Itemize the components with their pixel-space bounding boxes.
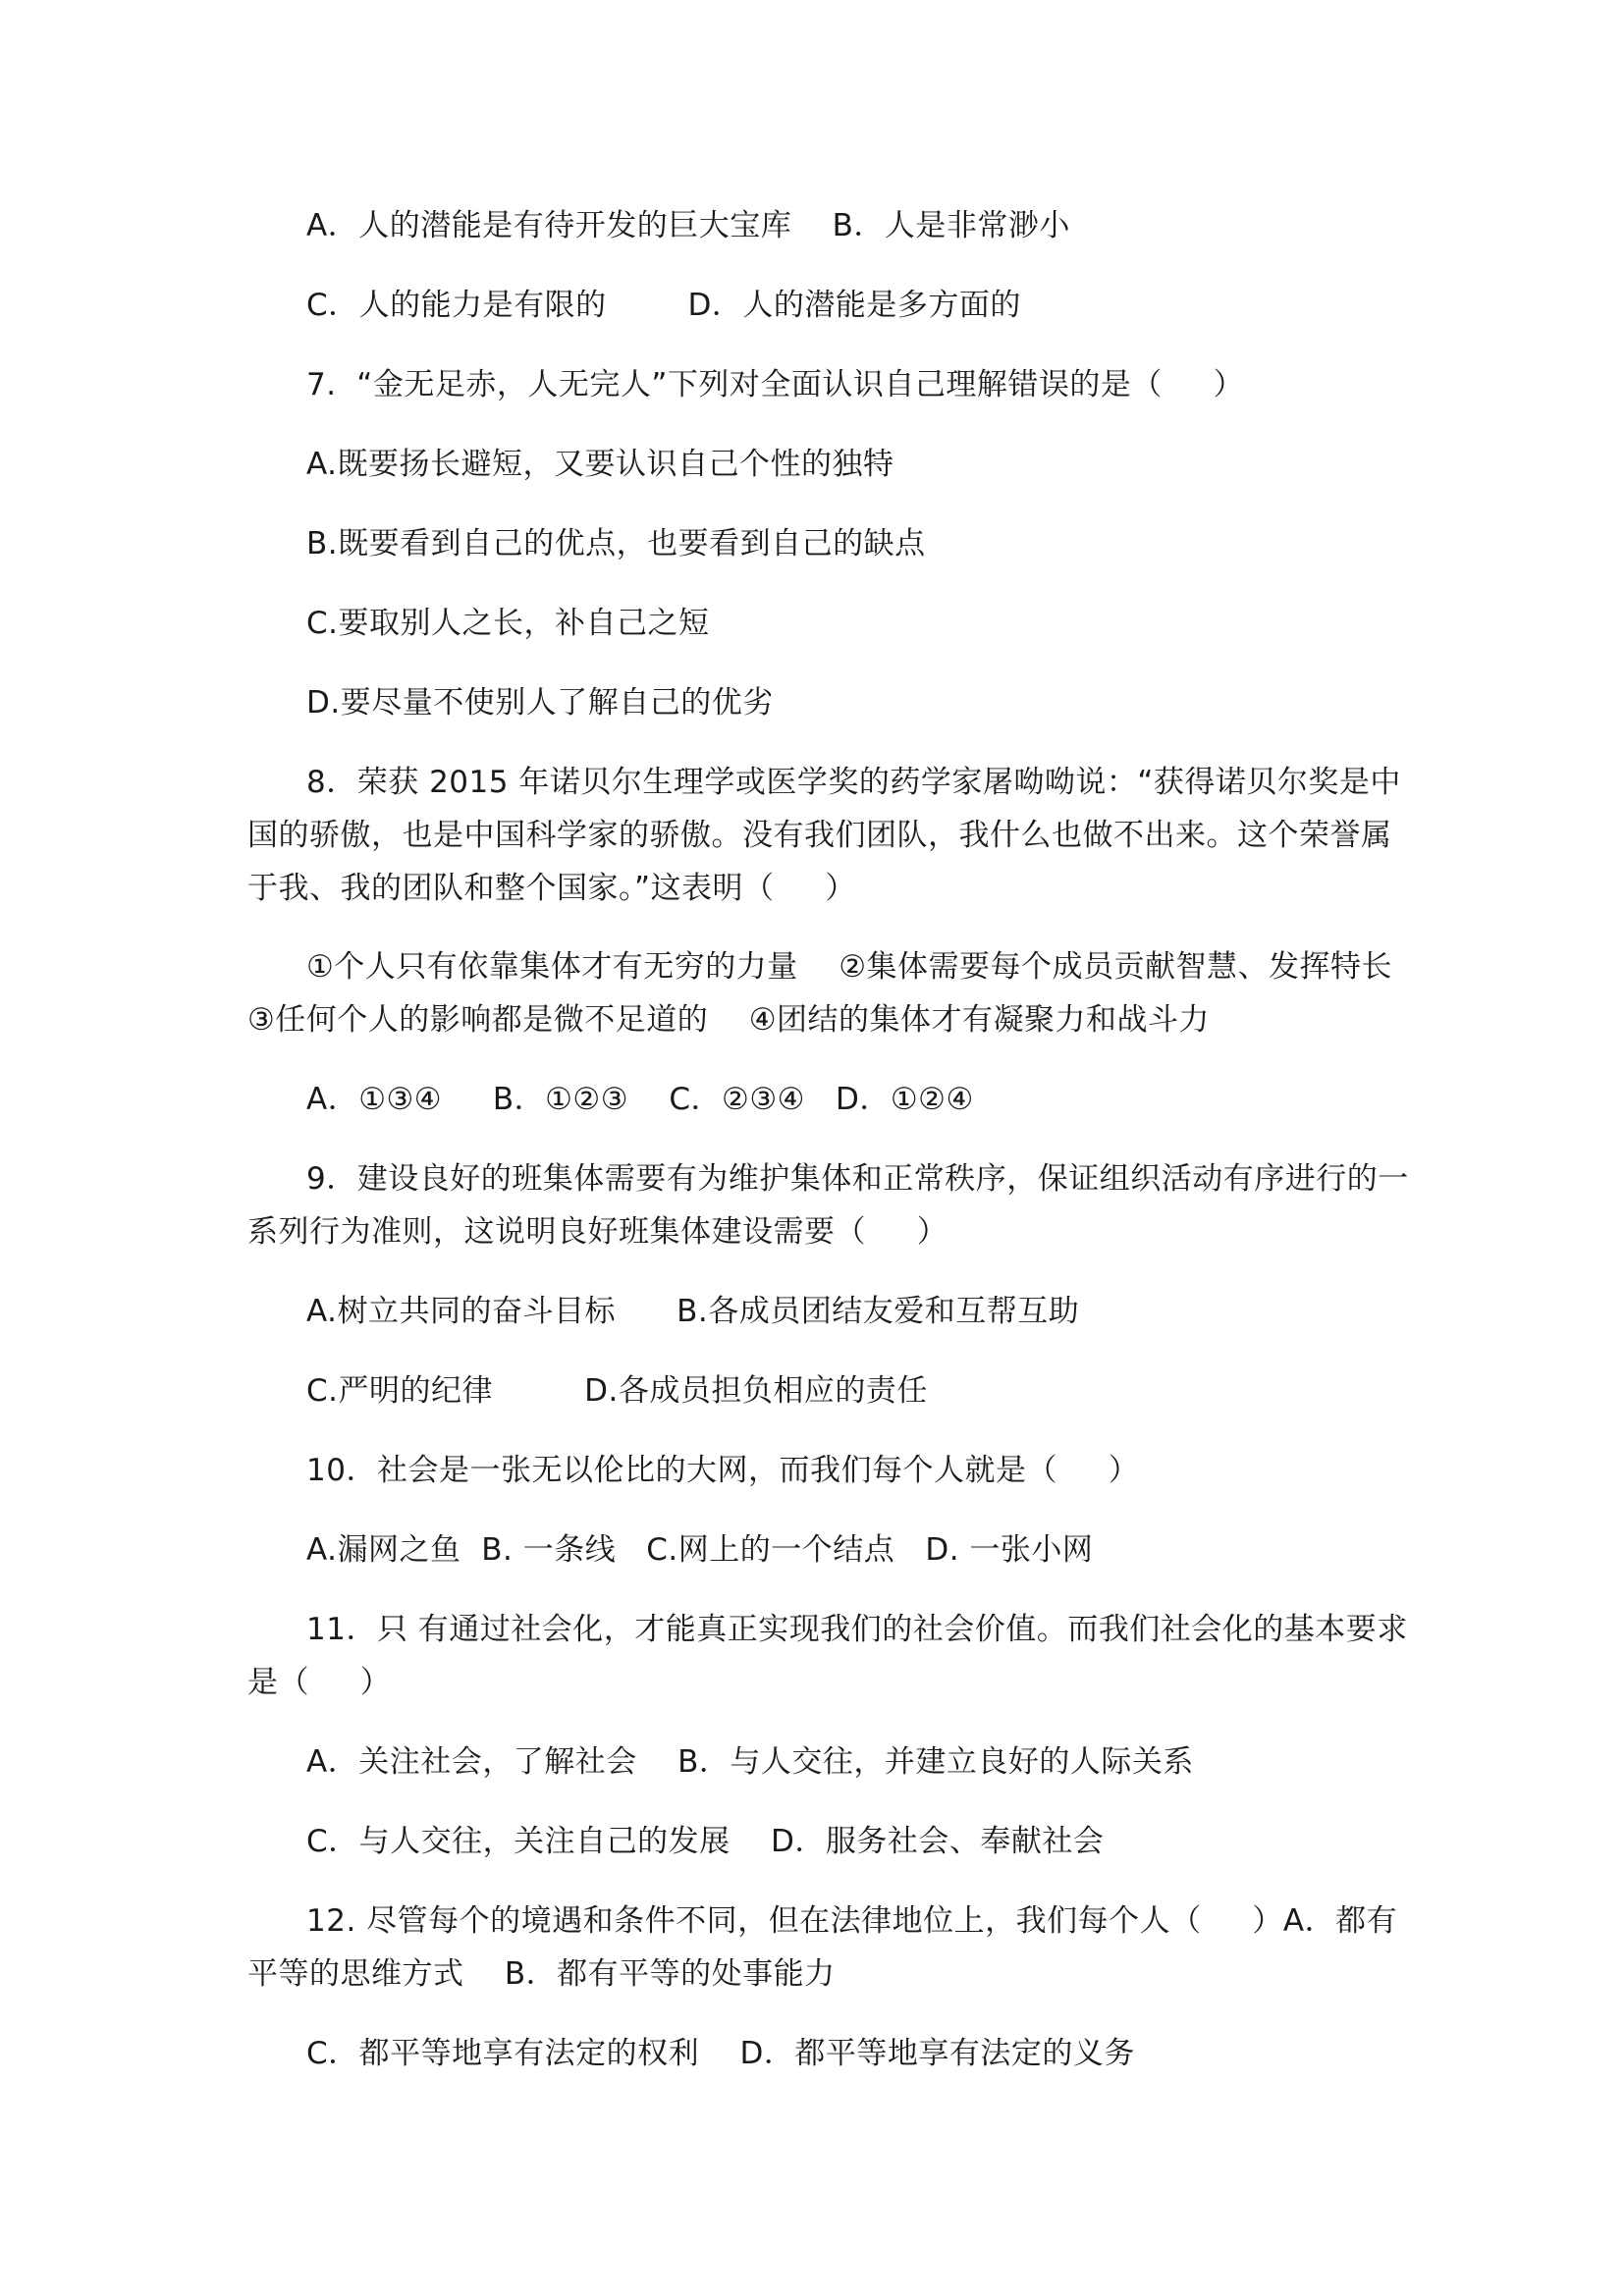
q8-stem-line-2: 国的骄傲，也是中国科学家的骄傲。没有我们团队，我什么也做不出来。这个荣誉属 xyxy=(247,818,1392,853)
q9-options-line-2: C.严明的纪律 D.各成员担负相应的责任 xyxy=(306,1373,928,1409)
q7-stem: 7. “金无足赤，人无完人”下列对全面认识自己理解错误的是（ ） xyxy=(306,367,1245,402)
q11-options-line-2: C．与人交往，关注自己的发展 D．服务社会、奉献社会 xyxy=(306,1824,1105,1859)
q7-option-a: A.既要扬长避短，又要认识自己个性的独特 xyxy=(306,447,894,482)
q10-options: A.漏网之鱼 B. 一条线 C.网上的一个结点 D. 一张小网 xyxy=(306,1532,1094,1568)
q10-stem: 10．社会是一张无以伦比的大网，而我们每个人就是（ ） xyxy=(306,1453,1140,1488)
q7-option-d: D.要尽量不使别人了解自己的优劣 xyxy=(306,685,774,721)
q12-stem-line-1: 12. 尽管每个的境遇和条件不同，但在法律地位上，我们每个人（ ）A．都有 xyxy=(306,1903,1398,1939)
q7-option-c: C.要取别人之长，补自己之短 xyxy=(306,606,710,641)
q11-stem-line-2: 是（ ） xyxy=(247,1665,392,1700)
q8-stem-line-1: 8．荣获 2015 年诺贝尔生理学或医学奖的药学家屠呦呦说：“获得诺贝尔奖是中 xyxy=(306,765,1401,800)
q9-stem-line-2: 系列行为准则，这说明良好班集体建设需要（ ） xyxy=(247,1214,948,1250)
q6-options-line-1: A．人的潜能是有待开发的巨大宝库 B．人是非常渺小 xyxy=(306,208,1070,243)
q12-stem-line-2: 平等的思维方式 B．都有平等的处事能力 xyxy=(247,1956,836,1992)
q7-option-b: B.既要看到自己的优点，也要看到自己的缺点 xyxy=(306,526,926,561)
q8-statements-line-2: ③任何个人的影响都是微不足道的 ④团结的集体才有凝聚力和战斗力 xyxy=(247,1002,1210,1038)
q11-options-line-1: A．关注社会，了解社会 B．与人交往，并建立良好的人际关系 xyxy=(306,1744,1194,1780)
q6-options-line-2: C．人的能力是有限的 D．人的潜能是多方面的 xyxy=(306,288,1021,323)
q11-stem-line-1: 11．只 有通过社会化，才能真正实现我们的社会价值。而我们社会化的基本要求 xyxy=(306,1612,1408,1647)
q8-options: A．①③④ B．①②③ C．②③④ D．①②④ xyxy=(306,1082,974,1117)
q8-statements-line-1: ①个人只有依靠集体才有无穷的力量 ②集体需要每个成员贡献智慧、发挥特长 xyxy=(306,949,1392,985)
q12-options: C．都平等地享有法定的权利 D．都平等地享有法定的义务 xyxy=(306,2036,1135,2071)
q9-options-line-1: A.树立共同的奋斗目标 B.各成员团结友爱和互帮互助 xyxy=(306,1294,1080,1329)
q9-stem-line-1: 9．建设良好的班集体需要有为维护集体和正常秩序，保证组织活动有序进行的一 xyxy=(306,1161,1409,1197)
q8-stem-line-3: 于我、我的团队和整个国家。”这表明（ ） xyxy=(247,871,856,906)
